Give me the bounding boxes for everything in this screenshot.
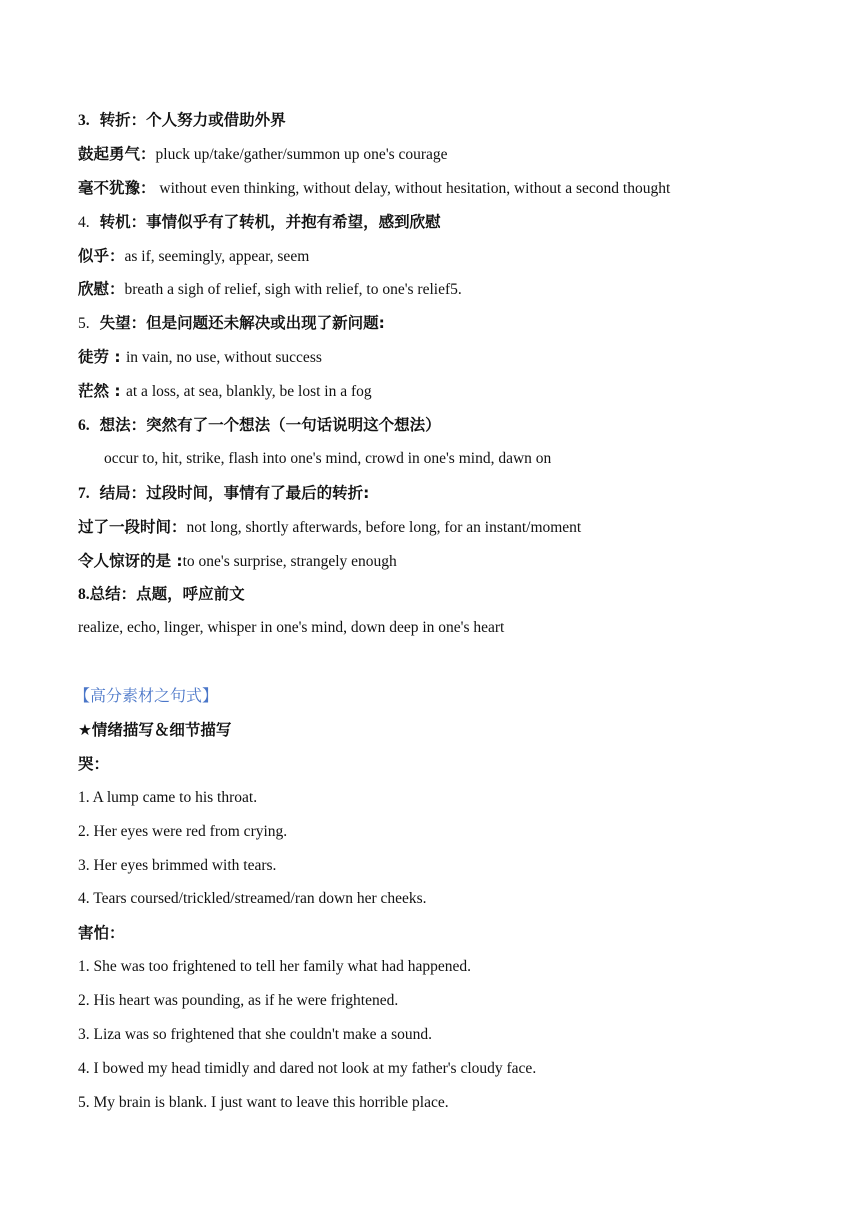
phrase-line-courage xyxy=(78,140,818,174)
heading-label: 失望：但是问题还未解决或出现了新问题: xyxy=(99,314,385,333)
phrase-text: not long, shortly afterwards, before long, for an instant/moment xyxy=(186,518,582,536)
phrase-text: without even thinking, without delay, without hesitation, without a second thought xyxy=(155,179,671,197)
heading-number: 3. xyxy=(78,112,90,129)
list-item: 4. I bowed my head timidly and dared not look at my father's cloudy face. xyxy=(78,1059,537,1077)
section-title: 【高分素材之句式】 xyxy=(74,686,219,706)
heading-number: 8. xyxy=(78,586,90,604)
phrase-line-idea xyxy=(78,445,818,479)
heading-label: 想法：突然有了一个想法（一句话说明这个想法） xyxy=(99,416,441,435)
list-item: 5. My brain is blank. I just want to leave this horrible place. xyxy=(78,1093,449,1111)
section-subheading: ★情绪描写＆细节描写 xyxy=(78,721,232,740)
heading-number: 6. xyxy=(78,417,90,435)
phrase-line-after-a-while xyxy=(78,513,818,547)
list-item: 3. Liza was so frightened that she couldn't make a sound. xyxy=(78,1026,433,1044)
phrase-label: 徒劳 : xyxy=(78,348,126,367)
fear-label-line xyxy=(78,919,818,953)
heading-label: 转机：事情似乎有了转机，并抱有希望，感到欣慰 xyxy=(99,212,441,231)
phrase-text: occur to, hit, strike, flash into one's mind, crowd in one's mind, dawn on xyxy=(104,449,552,467)
phrase-text: in vain, no use, without success xyxy=(126,349,322,367)
phrase-label: 过了一段时间： xyxy=(78,517,187,536)
heading-number: 4. xyxy=(78,213,90,231)
list-item: 2. His heart was pounding, as if he were frightened. xyxy=(78,992,399,1010)
list-item: 4. Tears coursed/trickled/streamed/ran down her cheeks. xyxy=(78,890,427,908)
heading-7 xyxy=(78,479,818,513)
phrase-line-relief xyxy=(78,275,818,309)
heading-number: 5. xyxy=(78,315,90,333)
phrase-line-in-vain xyxy=(78,343,818,377)
phrase-label: 令人惊讶的是 : xyxy=(78,551,183,570)
phrase-label: 茫然 : xyxy=(78,382,126,401)
cry-label-line xyxy=(78,750,818,784)
phrase-text: as if, seemingly, appear, seem xyxy=(124,247,310,265)
document-page xyxy=(74,106,818,1123)
phrase-line-surprise xyxy=(78,547,818,581)
phrase-line-summary xyxy=(78,614,818,648)
phrase-label: 毫不犹豫： xyxy=(78,178,156,197)
phrase-line-at-a-loss xyxy=(78,377,818,411)
category-label-cry: 哭： xyxy=(78,754,110,773)
phrase-line-no-hesitation xyxy=(78,174,818,208)
heading-number: 7. xyxy=(78,484,90,502)
spacer xyxy=(78,648,818,682)
heading-6 xyxy=(78,411,818,445)
section-title-line xyxy=(74,682,818,716)
category-label-fear: 害怕： xyxy=(78,924,125,943)
list-item: 2. Her eyes were red from crying. xyxy=(78,822,288,840)
list-item: 1. She was too frightened to tell her family what had happened. xyxy=(78,958,471,976)
section-subheading-line xyxy=(78,716,818,750)
phrase-text: breath a sigh of relief, sigh with relief, to one's relief5. xyxy=(124,281,462,299)
phrase-line-seem xyxy=(78,242,818,276)
phrase-text: pluck up/take/gather/summon up one's courage xyxy=(155,145,448,163)
phrase-label: 欣慰： xyxy=(78,280,125,299)
phrase-text: at a loss, at sea, blankly, be lost in a fog xyxy=(126,383,372,401)
phrase-label: 似乎： xyxy=(78,246,125,265)
heading-label: 转折：个人努力或借助外界 xyxy=(99,111,286,129)
phrase-label: 鼓起勇气： xyxy=(78,144,156,163)
heading-8 xyxy=(78,580,818,614)
heading-label: 结局：过段时间，事情有了最后的转折: xyxy=(99,483,370,502)
phrase-text: to one's surprise, strangely enough xyxy=(182,552,397,570)
heading-5 xyxy=(78,309,818,343)
list-item: 1. A lump came to his throat. xyxy=(78,788,258,806)
phrase-text: realize, echo, linger, whisper in one's mind, down deep in one's heart xyxy=(78,619,505,637)
list-item: 3. Her eyes brimmed with tears. xyxy=(78,856,277,874)
heading-3 xyxy=(78,106,818,140)
heading-label: 总结：点题，呼应前文 xyxy=(89,585,245,604)
heading-4 xyxy=(78,208,818,242)
